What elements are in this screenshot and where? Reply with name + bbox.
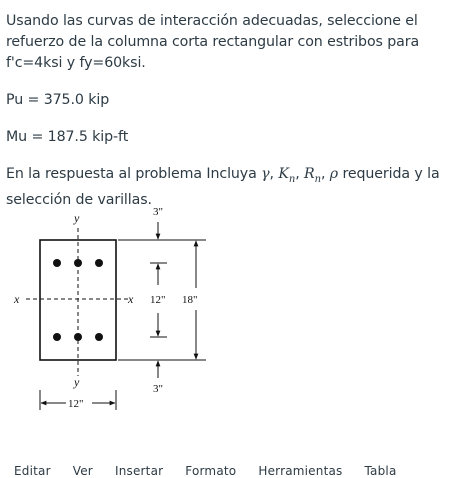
axial-load-line: Pu = 375.0 kip bbox=[6, 92, 110, 108]
moment-line: Mu = 187.5 kip-ft bbox=[6, 129, 129, 145]
rebar-dot bbox=[53, 259, 61, 267]
menu-item-tabla[interactable]: Tabla bbox=[364, 464, 397, 478]
dim-inner-label: 12" bbox=[150, 294, 166, 306]
rebar-dot bbox=[53, 333, 61, 341]
comma-1: , bbox=[269, 166, 279, 182]
gamma-symbol: γ bbox=[261, 166, 270, 182]
question-intro: Usando las curvas de interacción adecuadas, seleccione el refuerzo de la columna corta rectangular con estribos para f'c=4ksi y fy=60ksi. bbox=[6, 13, 420, 71]
rebar-dot bbox=[74, 259, 82, 267]
rho-symbol: ρ bbox=[329, 166, 339, 182]
menu-item-editar[interactable]: Editar bbox=[14, 464, 51, 478]
kn-subscript: n bbox=[288, 173, 296, 185]
menu-item-herramientas[interactable]: Herramientas bbox=[258, 464, 343, 478]
menu-item-formato[interactable]: Formato bbox=[185, 464, 237, 478]
x-axis-label-left: x bbox=[14, 292, 20, 306]
instructions-suffix: requerida y la selección de varillas. bbox=[6, 166, 440, 208]
dim-total-label: 18" bbox=[182, 294, 198, 306]
menu-item-insertar[interactable]: Insertar bbox=[114, 464, 164, 478]
rn-subscript: n bbox=[314, 173, 321, 185]
kn-symbol bbox=[278, 166, 296, 185]
comma-3: , bbox=[320, 166, 330, 182]
rn-letter: R bbox=[304, 166, 315, 182]
dim-width-label: 12" bbox=[68, 398, 84, 410]
instructions-prefix: En la respuesta al problema Incluya bbox=[6, 166, 257, 182]
editor-menubar bbox=[14, 464, 415, 478]
x-axis-label-right: x bbox=[128, 292, 134, 306]
rebar-dot bbox=[74, 333, 82, 341]
rebar-dot bbox=[95, 259, 103, 267]
y-axis-label-bottom: y bbox=[74, 375, 80, 389]
rebar-dot bbox=[95, 333, 103, 341]
y-axis-label-top: y bbox=[74, 211, 80, 225]
question-text bbox=[6, 11, 468, 211]
menu-item-ver[interactable]: Ver bbox=[72, 464, 93, 478]
column-section-figure bbox=[10, 200, 225, 415]
dim-cover-top-label: 3" bbox=[153, 206, 163, 218]
rn-symbol bbox=[304, 166, 321, 185]
dim-cover-bottom-label: 3" bbox=[153, 383, 163, 395]
comma-2: , bbox=[295, 166, 305, 182]
kn-letter: K bbox=[278, 166, 289, 182]
